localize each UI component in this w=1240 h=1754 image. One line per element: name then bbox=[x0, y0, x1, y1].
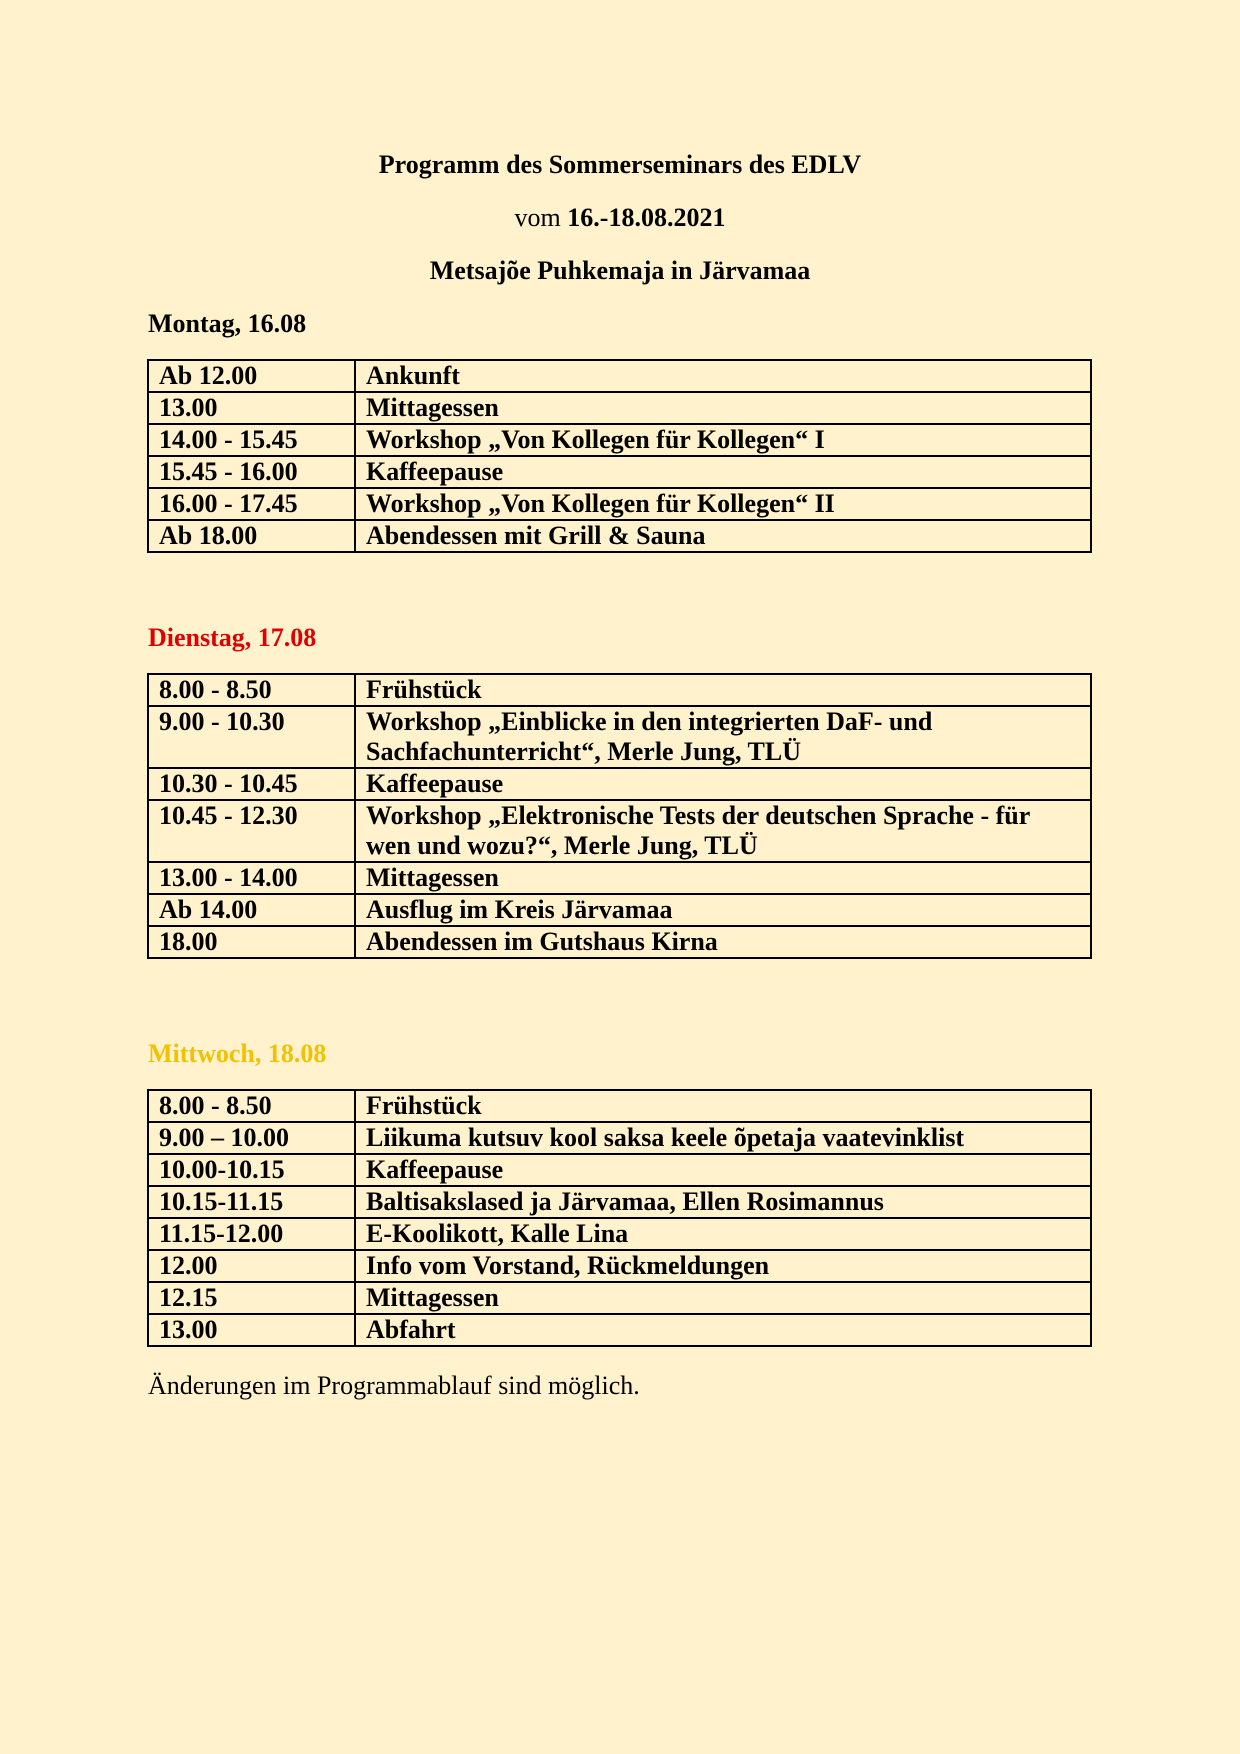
table-row bbox=[148, 456, 1091, 488]
event-cell: Frühstück bbox=[355, 1090, 1091, 1122]
table-row bbox=[148, 1314, 1091, 1346]
schedule-table-monday bbox=[147, 359, 1092, 553]
event-cell: E-Koolikott, Kalle Lina bbox=[355, 1218, 1091, 1250]
event-cell: Abendessen im Gutshaus Kirna bbox=[355, 926, 1091, 958]
time-cell: 13.00 bbox=[148, 1314, 355, 1346]
event-cell: Abendessen mit Grill & Sauna bbox=[355, 520, 1091, 552]
time-cell: 14.00 - 15.45 bbox=[148, 424, 355, 456]
location-line: Metsajõe Puhkemaja in Järvamaa bbox=[429, 256, 811, 285]
event-cell: Ankunft bbox=[355, 360, 1091, 392]
table-row bbox=[148, 926, 1091, 958]
event-cell: Workshop „Einblicke in den integrierten DaF- und Sachfachunterricht“, Merle Jung, TLÜ bbox=[355, 706, 1091, 768]
table-row bbox=[148, 392, 1091, 424]
table-row bbox=[148, 1250, 1091, 1282]
time-cell: 13.00 - 14.00 bbox=[148, 862, 355, 894]
document-title: Programm des Sommerseminars des EDLV bbox=[378, 150, 862, 179]
time-cell: 11.15-12.00 bbox=[148, 1218, 355, 1250]
event-cell: Abfahrt bbox=[355, 1314, 1091, 1346]
time-cell: 9.00 - 10.30 bbox=[148, 706, 355, 768]
footer-note: Änderungen im Programmablauf sind möglich. bbox=[148, 1371, 640, 1400]
table-row bbox=[148, 768, 1091, 800]
time-cell: 8.00 - 8.50 bbox=[148, 674, 355, 706]
day-heading-monday: Montag, 16.08 bbox=[148, 309, 307, 338]
time-cell: 10.45 - 12.30 bbox=[148, 800, 355, 862]
event-cell: Kaffeepause bbox=[355, 768, 1091, 800]
event-cell: Kaffeepause bbox=[355, 1154, 1091, 1186]
table-row bbox=[148, 1154, 1091, 1186]
table-row bbox=[148, 520, 1091, 552]
table-row bbox=[148, 674, 1091, 706]
event-cell: Mittagessen bbox=[355, 862, 1091, 894]
time-cell: 10.15-11.15 bbox=[148, 1186, 355, 1218]
table-row bbox=[148, 1122, 1091, 1154]
event-cell: Ausflug im Kreis Järvamaa bbox=[355, 894, 1091, 926]
schedule-table-tuesday bbox=[147, 673, 1092, 959]
event-cell: Kaffeepause bbox=[355, 456, 1091, 488]
table-row bbox=[148, 488, 1091, 520]
table-row bbox=[148, 1218, 1091, 1250]
table-row bbox=[148, 1186, 1091, 1218]
table-row bbox=[148, 360, 1091, 392]
table-row bbox=[148, 894, 1091, 926]
date-line bbox=[0, 202, 1240, 234]
schedule-table-wednesday bbox=[147, 1089, 1092, 1347]
event-cell: Workshop „Elektronische Tests der deutschen Sprache - für wen und wozu?“, Merle Jung, TLÜ bbox=[355, 800, 1091, 862]
time-cell: 16.00 - 17.45 bbox=[148, 488, 355, 520]
time-cell: Ab 12.00 bbox=[148, 360, 355, 392]
table-row bbox=[148, 1090, 1091, 1122]
time-cell: 13.00 bbox=[148, 392, 355, 424]
event-cell: Baltisakslased ja Järvamaa, Ellen Rosimannus bbox=[355, 1186, 1091, 1218]
event-cell: Info vom Vorstand, Rückmeldungen bbox=[355, 1250, 1091, 1282]
day-heading-tuesday: Dienstag, 17.08 bbox=[148, 623, 317, 652]
time-cell: 12.00 bbox=[148, 1250, 355, 1282]
event-cell: Liikuma kutsuv kool saksa keele õpetaja vaatevinklist bbox=[355, 1122, 1091, 1154]
table-row bbox=[148, 424, 1091, 456]
table-row bbox=[148, 862, 1091, 894]
time-cell: 15.45 - 16.00 bbox=[148, 456, 355, 488]
table-row bbox=[148, 1282, 1091, 1314]
date-prefix: vom bbox=[514, 203, 561, 232]
time-cell: 10.00-10.15 bbox=[148, 1154, 355, 1186]
time-cell: 9.00 – 10.00 bbox=[148, 1122, 355, 1154]
time-cell: Ab 14.00 bbox=[148, 894, 355, 926]
table-row bbox=[148, 706, 1091, 768]
time-cell: 18.00 bbox=[148, 926, 355, 958]
date-range: 16.-18.08.2021 bbox=[567, 203, 726, 232]
time-cell: 8.00 - 8.50 bbox=[148, 1090, 355, 1122]
table-row bbox=[148, 800, 1091, 862]
time-cell: 10.30 - 10.45 bbox=[148, 768, 355, 800]
time-cell: Ab 18.00 bbox=[148, 520, 355, 552]
time-cell: 12.15 bbox=[148, 1282, 355, 1314]
event-cell: Frühstück bbox=[355, 674, 1091, 706]
event-cell: Workshop „Von Kollegen für Kollegen“ I bbox=[355, 424, 1091, 456]
event-cell: Mittagessen bbox=[355, 1282, 1091, 1314]
event-cell: Mittagessen bbox=[355, 392, 1091, 424]
event-cell: Workshop „Von Kollegen für Kollegen“ II bbox=[355, 488, 1091, 520]
day-heading-wednesday: Mittwoch, 18.08 bbox=[148, 1039, 327, 1068]
